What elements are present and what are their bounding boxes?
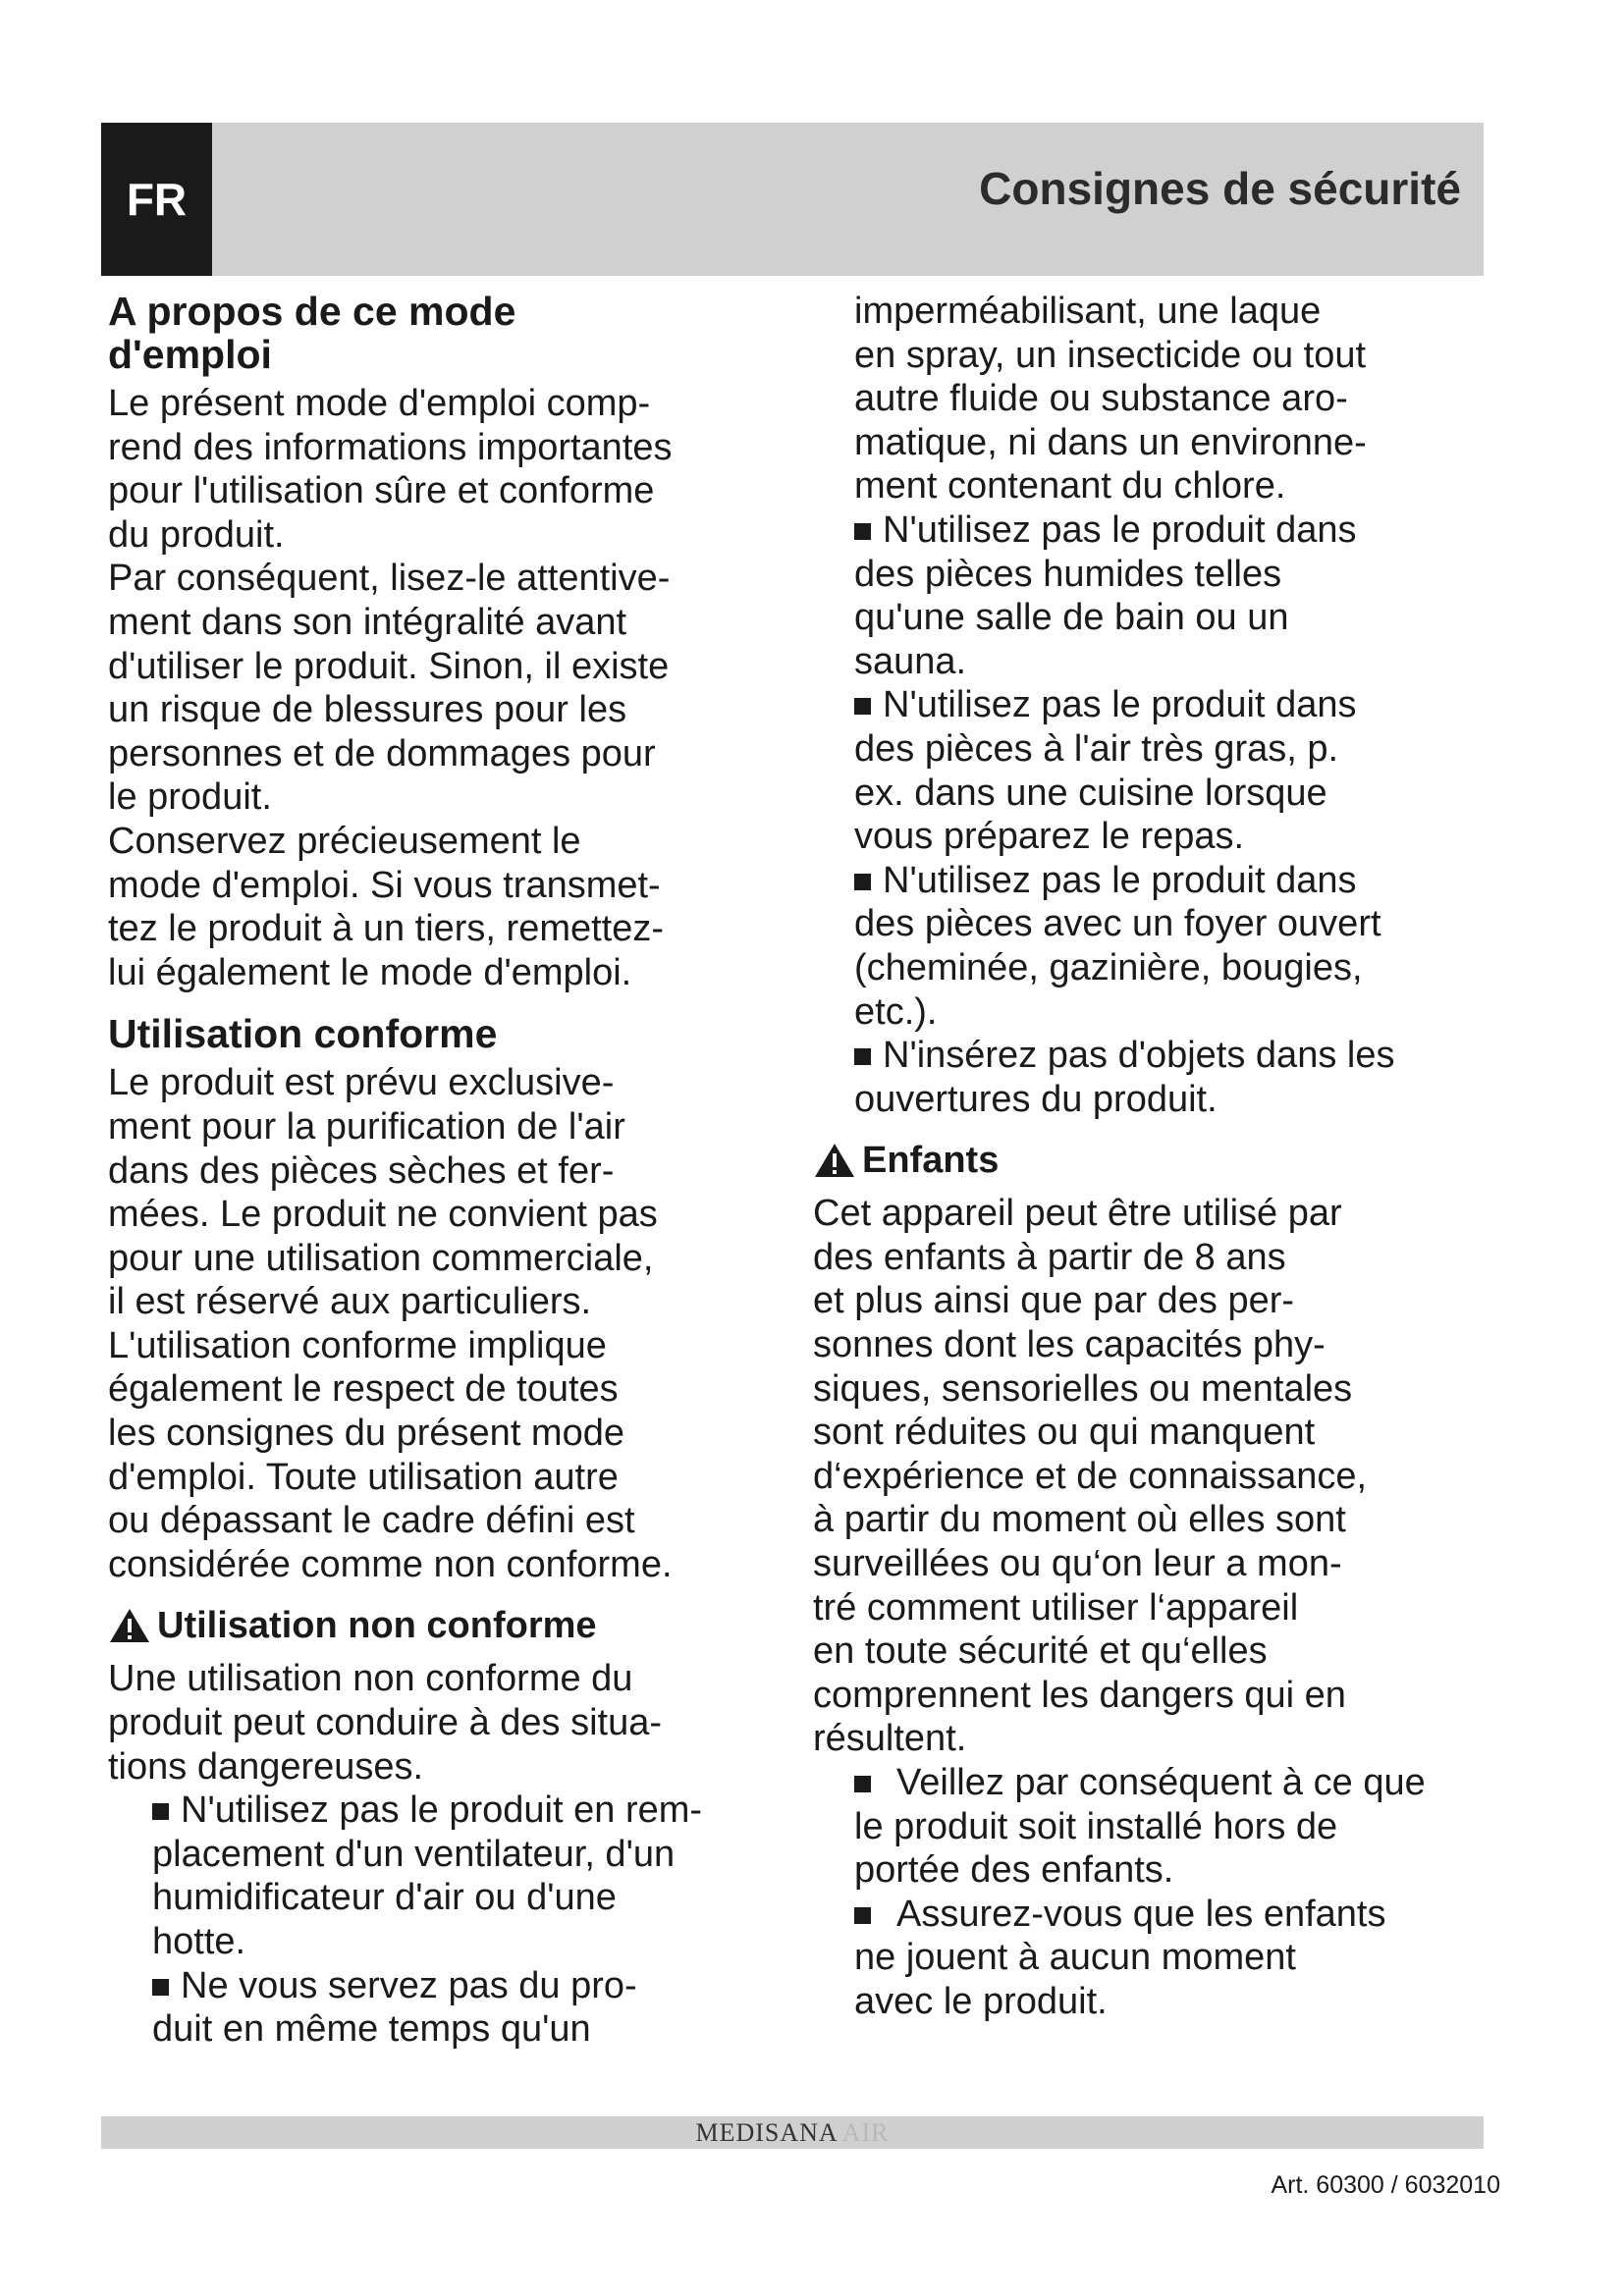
brand-name: MEDISANA <box>695 2117 839 2147</box>
list-item <box>854 1893 1540 2024</box>
square-bullet-icon <box>854 1907 871 1924</box>
section-heading-misuse-label: Utilisation non conforme <box>157 1605 597 1647</box>
list-item-text: N'utilisez pas le produit dans des pièces humides telles qu'une salle de bain ou un sauna. <box>854 508 1357 682</box>
square-bullet-icon <box>854 874 871 890</box>
list-item-text: Assurez-vous que les enfants ne jouent à aucun moment avec le produit. <box>854 1893 1386 2022</box>
list-item-continued <box>854 290 1540 508</box>
list-item <box>854 1034 1540 1121</box>
section-heading-children-label: Enfants <box>862 1140 1000 1182</box>
list-item-text: N'insérez pas d'objets dans les ouvertures du produit. <box>854 1035 1395 1120</box>
list-item-text: N'utilisez pas le produit en rem- placement d'un ventilateur, d'un humidificateur d'air ou d'une hotte. <box>152 1789 703 1962</box>
list-item-text: N'utilisez pas le produit dans des pièces à l'air très gras, p. ex. dans une cuisine lorsque vous préparez le repas. <box>854 684 1357 858</box>
list-item <box>108 1964 795 2052</box>
right-column <box>813 290 1540 2024</box>
bullet-list <box>813 290 1540 1121</box>
paragraph: L'utilisation conforme implique également le respect de toutes les consignes du présent mode d'emploi. Toute utilisation autre ou dépassant le cadre défini est considérée comme non conforme. <box>108 1324 673 1585</box>
list-item <box>854 859 1540 1034</box>
list-item <box>108 1789 795 1963</box>
paragraph: Conservez précieusement le mode d'emploi. Si vous transmet- tez le produit à un tiers, remettez- lui également le mode d'emploi. <box>108 820 665 993</box>
paragraph: Le produit est prévu exclusive- ment pour la purification de l'air dans des pièces sèches et fer- mées. Le produit ne convient pas pour une utilisation commerciale, il est réservé aux particuliers. <box>108 1062 658 1323</box>
paragraph: Cet appareil peut être utilisé par des enfants à partir de 8 ans et plus ainsi que par des per- sonnes dont les capacités phy- siques, sensorielles ou mentales sont réduites ou qui manquent d‘expérience et de connaissance, à partir du moment où elles sont surveillées ou qu‘on leur a mon- tré comment utiliser l‘appareil en toute sécurité et qu‘elles comprennent les dangers qui en résultent. <box>813 1193 1368 1760</box>
footer-bar <box>101 2116 1484 2149</box>
square-bullet-icon <box>854 698 871 715</box>
article-number: Art. 60300 / 6032010 <box>1271 2171 1500 2199</box>
square-bullet-icon <box>152 1803 169 1820</box>
left-column <box>108 290 795 2052</box>
list-item <box>854 683 1540 858</box>
page-title: Consignes de sécurité <box>979 163 1461 214</box>
square-bullet-icon <box>854 523 871 540</box>
paragraph: Une utilisation non conforme du produit peut conduire à des situa- tions dangereuses. <box>108 1658 663 1788</box>
square-bullet-icon <box>854 1776 871 1792</box>
list-item-text: Ne vous servez pas du pro- duit en même temps qu'un <box>152 1964 637 2051</box>
warning-triangle-icon <box>108 1607 151 1644</box>
list-item <box>854 1761 1540 1893</box>
list-item-text: N'utilisez pas le produit dans des pièces avec un foyer ouvert (cheminée, gazinière, bougies, etc.). <box>854 859 1381 1033</box>
brand-suffix: AIR <box>841 2117 890 2147</box>
bullet-list <box>813 1761 1540 2024</box>
square-bullet-icon <box>854 1048 871 1065</box>
list-item <box>854 508 1540 683</box>
section-heading-children <box>813 1139 1540 1182</box>
list-item-text: Veillez par conséquent à ce que le produit soit installé hors de portée des enfants. <box>854 1762 1426 1892</box>
warning-triangle-icon <box>813 1142 856 1179</box>
section-heading-misuse <box>108 1604 795 1647</box>
section-heading-intended-use: Utilisation conforme <box>108 1011 498 1057</box>
brand-logo <box>101 2116 1484 2149</box>
list-item-text: imperméabilisant, une laque en spray, un insecticide ou tout autre fluide ou substance aro- matique, ni dans un environne- ment contenant du chlore. <box>854 291 1367 507</box>
bullet-list <box>108 1789 795 2052</box>
square-bullet-icon <box>152 1979 169 1996</box>
section-heading-about: A propos de ce mode d'emploi <box>108 289 516 377</box>
paragraph: Le présent mode d'emploi comp- rend des informations importantes pour l'utilisation sûre et conforme du produit. <box>108 383 673 556</box>
language-badge: FR <box>101 123 212 276</box>
paragraph: Par conséquent, lisez-le attentive- ment dans son intégralité avant d'utiliser le produit. Sinon, il existe un risque de blessures pour les personnes et de dommages pour le produit. <box>108 558 671 819</box>
